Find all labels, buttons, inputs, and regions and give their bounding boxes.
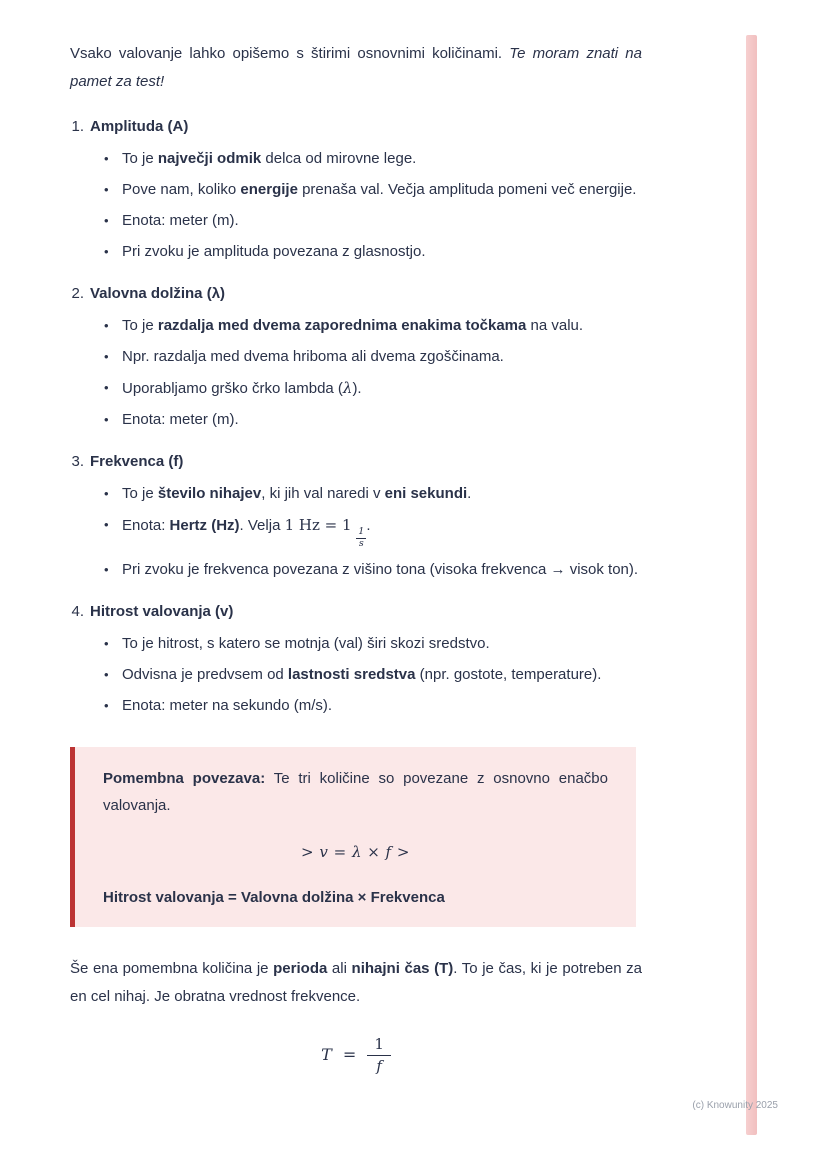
bullet-list [104, 633, 642, 717]
decorative-ribbon [746, 35, 757, 1135]
section-title: Valovna dolžina (λ) [90, 285, 226, 302]
quantity-section [70, 601, 642, 717]
period-formula [70, 1035, 642, 1076]
section-number: 2. [71, 285, 84, 302]
formula-fraction [367, 1035, 391, 1076]
bullet-item: • Pri zvoku je amplituda povezana z glasnostjo. [104, 241, 642, 263]
section-number: 4. [71, 602, 84, 620]
quantity-section [70, 116, 642, 263]
inline-fraction: $\frac{1}{s}$ [358, 526, 365, 549]
section-title: Amplituda (A) [90, 118, 189, 135]
bullet-item: • To je največji odmik delca od mirovne lege. [104, 148, 642, 170]
page-content [70, 40, 642, 1075]
bullet-list [104, 483, 642, 581]
bullet-item: • Pove nam, koliko energije prenaša val. Večja amplituda pomeni več energije. [104, 179, 642, 201]
bullet-item: • Enota: Hertz (Hz). Velja 1 Hz = 1 $\frac{1}{s}$ . [104, 514, 642, 550]
section-heading [70, 116, 642, 138]
bullet-item: • To je število nihajev, ki jih val naredi v eni sekundi. [104, 483, 642, 505]
copyright-footer: (c) Knowunity 2025 [692, 1100, 778, 1111]
section-title: Frekvenca (f) [90, 453, 184, 470]
quantity-section [70, 283, 642, 431]
bullet-item: • Odvisna je predvsem od lastnosti sredstva (npr. gostote, temperature). [104, 664, 642, 686]
callout-bold-line: Hitrost valovanja = Valovna dolžina × Frekvenca [103, 888, 445, 906]
bullet-item: • Enota: meter na sekundo (m/s). [104, 695, 642, 717]
bullet-list [104, 148, 642, 263]
bullet-item: • Pri zvoku je frekvenca povezana z višino tona (visoka frekvenca → visok ton). [104, 559, 642, 581]
section-number: 1. [71, 118, 84, 135]
quantity-section [70, 451, 642, 581]
section-heading [70, 283, 642, 305]
section-number: 3. [71, 453, 84, 470]
bullet-item: • Npr. razdalja med dvema hriboma ali dvema zgoščinama. [104, 346, 642, 368]
formula-equals: = [342, 1044, 357, 1064]
bullet-list [104, 315, 642, 431]
section-title: Hitrost valovanja (v) [90, 602, 234, 620]
period-paragraph: Še ena pomembna količina je perioda ali nihajni čas (T). To je čas, ki je potreben za en cel nihaj. Je obratna vrednost frekvence. [70, 959, 642, 1005]
bullet-item: • To je razdalja med dvema zaporednima enakima točkama na valu. [104, 315, 642, 337]
intro-paragraph: Vsako valovanje lahko opišemo s štirimi osnovnimi količinami. Te moram znati na pamet za test! [70, 45, 642, 90]
bullet-item: • Enota: meter (m). [104, 210, 642, 232]
bullet-item: • Uporabljamo grško črko lambda (λ). [104, 377, 642, 400]
callout-lead: Pomembna povezava: Te tri količine so povezane z osnovno enačbo valovanja. [103, 769, 608, 814]
quantity-list [70, 116, 642, 717]
bullet-item: • Enota: meter (m). [104, 409, 642, 431]
fraction-denominator: f [376, 1056, 382, 1075]
section-heading [70, 451, 642, 473]
wave-equation-formula: > v = λ × f > [301, 842, 410, 861]
important-callout [70, 747, 636, 927]
section-heading [70, 601, 642, 623]
fraction-numerator: 1 [367, 1035, 391, 1056]
bullet-item: • To je hitrost, s katero se motnja (val) širi skozi sredstvo. [104, 633, 642, 655]
formula-lhs: T [321, 1044, 332, 1064]
